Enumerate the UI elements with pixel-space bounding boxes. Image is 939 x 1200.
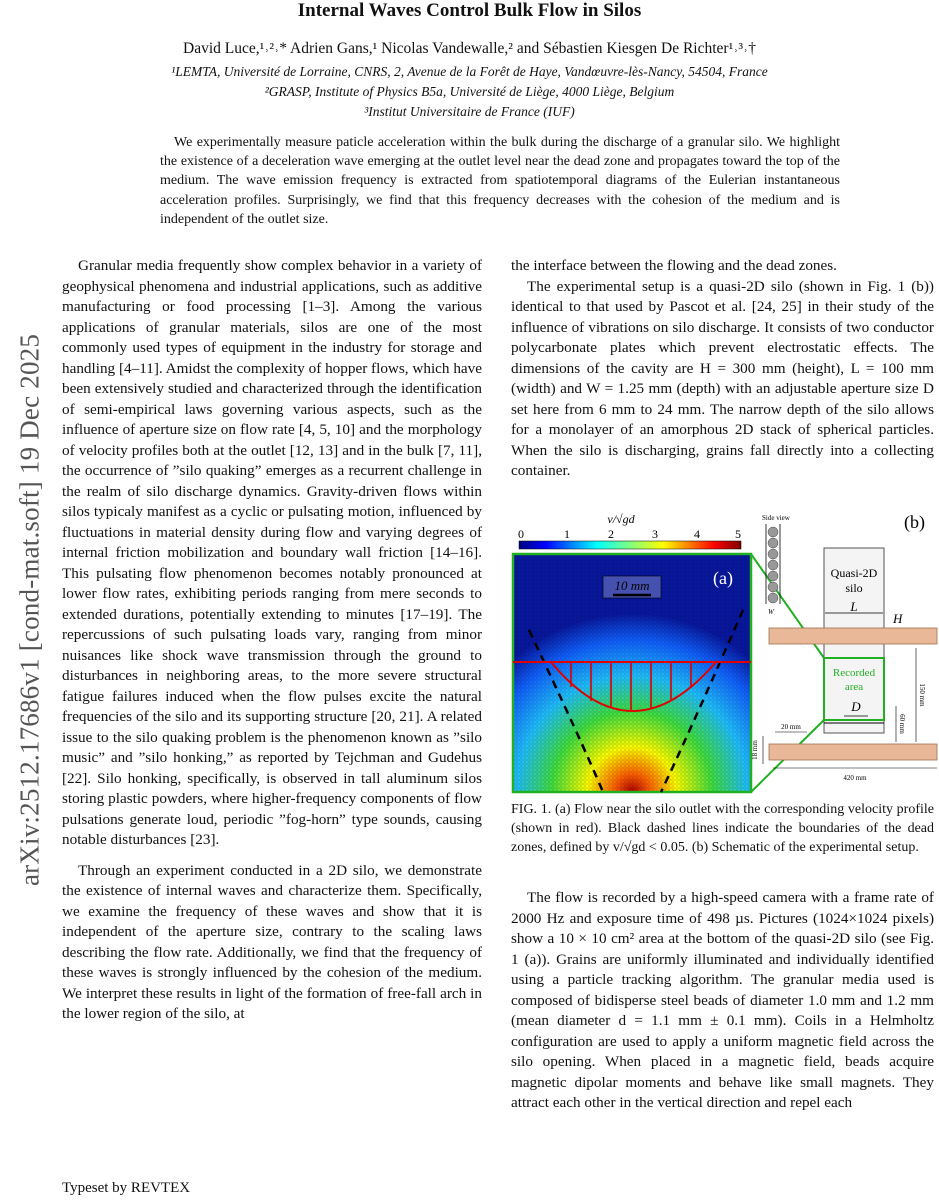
colorbar-label: v/√gd [607,512,635,526]
abstract: We experimentally measure paticle acceleration within the bulk during the discharge of a granular silo. We highlight the existence of a deceleration wave emerging at the outlet level near the dead zone and propagates toward the top of the medium. The wave emission frequency is extracted from spatiotemporal diagrams of the Eulerian instantaneous acceleration profiles. Surprisingly, we find that this frequency decreases with the cohesion of the medium and is independent of the outlet size. [160,135,840,227]
figure-1 [511,510,939,795]
flow-image [513,554,751,792]
affiliation-1: ¹LEMTA, Université de Lorraine, CNRS, 2, Avenue de la Forêt de Haye, Vandœuvre-lès-Nancy, 54504, France [171,64,768,79]
colorbar-tick-0: 0 [518,527,524,541]
dim-20: 20 mm [781,723,801,731]
colorbar-tick-2: 2 [608,527,614,541]
side-view-label: Side view [762,514,790,522]
l-label: L [850,599,858,614]
silo-label-1: Quasi-2D [830,566,878,580]
affiliation-3: ³Institut Universitaire de France (IUF) [364,104,575,119]
methods-paragraph: The flow is recorded by a high-speed camera with a frame rate of 2000 Hz and exposure time of 498 µs. Pictures (1024×1024 pixels) show a 10 × 10 cm² area at the bottom of the quasi-2D silo (see Fig. 1 (a)). Grains are uniformly illuminated and individually identified using a particle tracking algorithm. The granular media used is composed of bidisperse steel beads of diameter 1.0 mm and 1.2 mm (mean diameter d = 1.1 mm ± 0.1 mm). Coils in a Helmholtz configuration are used to apply a uniform magnetic field across the silo opening. When placed in a magnetic field, beads acquire magnetic dipolar moments and behave like small magnets. They attract each other in the vertical direction and repel each [511,889,934,1111]
intro-paragraph-1: Granular media frequently show complex behavior in a variety of geophysical phenomena and industrial applications, such as additive manufacturing or food processing [1–3]. Among the various applications of granular materials, silos are one of the most commonly used types of equipment in the industry for storage and handling [4–11]. Amidst the complexity of hopper flows, which have been extensively studied and characterized through the identification of semi-empirical laws governing various aspects, such as the influence of aperture size on flow rate [4, 5, 10] and the morphology of velocity profiles both at the outlet [12, 13] and in the bulk [7, 11], the occurrence of ”silo quaking” emerges as a recurrent challenge in the realm of silo discharge dynamics. Gravity-driven flows within silos typicaly manifest as a cyclic or pulsating motion, influenced by fluctuations in material density during flow and varying degrees of internal friction mobilization and boundary wall friction [14–16]. This pulsating flow phenomenon becomes notably pronounced at lower flow rates, exhibiting periods ranging from mere seconds to extended durations, potentially extending to minutes [17–19]. The repercussions of such pulsating loads vary, ranging from minor nuisances like shock wave transmission through the ground to disturbances in neighboring areas, to the more severe structural fatigue failures induced when the flow pulses excite the natural frequencies of the silo and its supporting structure [20, 21]. A related issue to the silo quaking problem is the phenomenon known as ”silo music” and ”silo honking,” as reported by Tejchman and Gudehus [22]. Silo honking, specifically, is observed in tall aluminum silos storing plastic powders, where higher-frequency components of flow pulsations generate loud, periodic ”fog-horn” type sounds, causing notable disturbances [23]. [62,257,482,848]
panel-a-label: (a) [713,568,733,588]
left-column [62,256,482,1025]
dim-60: 60 mm [898,714,906,734]
figure-caption: FIG. 1. (a) Flow near the silo outlet with the corresponding velocity profile (shown in red). Black dashed lines indicate the boundaries of the dead zones, defined by v/√gd < 0.05. (b) Schematic of the experimental setup. [511,802,934,855]
colorbar-tick-1: 1 [564,527,570,541]
arxiv-id: arXiv:2512.17686v1 [cond-mat.soft] 19 Dec 2025 [14,333,45,887]
scale-bar-label: 10 mm [614,578,650,593]
affiliation-2: ²GRASP, Institute of Physics B5a, Université de Liège, 4000 Liège, Belgium [264,84,675,99]
recorded-label-2: area [844,681,864,693]
author-list: David Luce,¹˒²˒* Adrien Gans,¹ Nicolas Vandewalle,² and Sébastien Kiesgen De Richter¹˒³˒† [183,40,756,57]
w-label: W [768,608,774,616]
dim-18: 18 mm [751,740,759,760]
right-column-bottom [511,888,934,1114]
intro-paragraph-2: Through an experiment conducted in a 2D silo, we demonstrate the existence of internal waves and characterize them. Specifically, we examine the frequency of these waves and show that it is independent of the aperture size, contrary to the scaling laws describing the flow rate. Additionally, we find that the frequency of these waves is strongly influenced by the cohesion of the medium. We interpret these results in light of the formation of free-fall arch in the lower region of the silo, at [62,861,482,1022]
colorbar-tick-5: 5 [735,527,741,541]
right-column-top [511,256,934,482]
footer: Typeset by REVTEX [62,1180,191,1196]
silo-label-2: silo [845,581,863,595]
dim-420: 420 mm [843,774,867,782]
arxiv-sidebar [0,230,60,990]
colorbar-tick-4: 4 [694,527,700,541]
paper-title: Internal Waves Control Bulk Flow in Silos [297,0,642,21]
setup-schematic [751,512,937,782]
recorded-label-1: Recorded [832,667,876,679]
panel-b-label: (b) [904,512,925,532]
continued-paragraph: the interface between the flowing and the dead zones. [511,257,837,274]
d-label: D [851,699,861,714]
dim-150: 150 mm [918,683,926,707]
h-label: H [893,611,903,626]
setup-paragraph: The experimental setup is a quasi-2D silo (shown in Fig. 1 (b)) identical to that used by Pascot et al. [24, 25] in their study of the influence of vibrations on silo discharge. It consists of two conductor polycarbonate plates which prevent electrostatic effects. The dimensions of the cavity are H = 300 mm (height), L = 100 mm (width) and W = 1.25 mm (depth) with an adjustable aperture size D set here from 6 mm to 24 mm. The narrow depth of the silo allows for a monolayer of an amorphous 2D stack of spherical particles. When the silo is discharging, grains fall directly into a collecting container. [511,277,934,479]
colorbar-tick-3: 3 [652,527,658,541]
colorbar [519,541,741,549]
